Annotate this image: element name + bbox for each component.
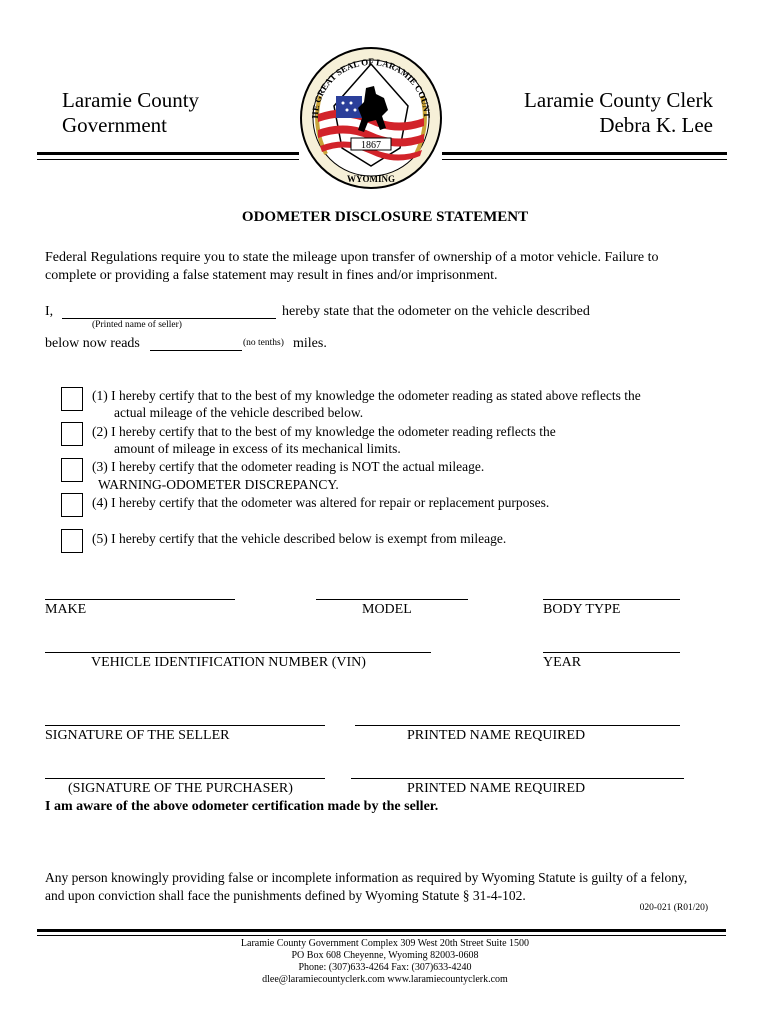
footer-line-3: Phone: (307)633-4264 Fax: (307)633-4240 [298, 962, 472, 973]
legal-warning-line-2: and upon conviction shall face the punishments defined by Wyoming Statute § 31-4-102. [45, 888, 526, 903]
seller-signature-label: SIGNATURE OF THE SELLER [45, 728, 230, 743]
certify-1-line-1: (1) I hereby certify that to the best of my knowledge the odometer reading as stated above reflects the [92, 388, 641, 403]
mileage-field[interactable] [150, 350, 242, 351]
footer-address [0, 938, 770, 986]
miles-label: miles. [293, 336, 327, 351]
header-rule-left [37, 152, 299, 155]
seller-name-field[interactable] [62, 318, 276, 319]
body-type-field[interactable] [543, 599, 680, 600]
county-name: Laramie County [62, 88, 200, 112]
county-seal [296, 36, 446, 196]
footer-rule-thin [37, 935, 726, 936]
intro-paragraph [45, 249, 745, 285]
footer-line-1: Laramie County Government Complex 309 West 20th Street Suite 1500 [240, 938, 530, 949]
page-title: ODOMETER DISCLOSURE STATEMENT [241, 209, 529, 225]
seal-ring-text: HE GREAT SEAL OF LARAMIE COUNT [309, 56, 433, 119]
certify-5-checkbox[interactable] [61, 529, 83, 553]
clerk-name: Debra K. Lee [599, 113, 713, 137]
footer-rule [37, 929, 726, 932]
certify-5-line-1: (5) I hereby certify that the vehicle described below is exempt from mileage. [92, 531, 507, 546]
statement-suffix: hereby state that the odometer on the vehicle described [282, 304, 590, 319]
seal-year: 1867 [361, 140, 381, 151]
header-rule-left-thin [37, 159, 299, 160]
certify-2-line-2: amount of mileage in excess of its mechanical limits. [114, 441, 401, 456]
header-rule-right-thin [442, 159, 727, 160]
header-rule-right [442, 152, 727, 155]
intro-line-2: complete or providing a false statement may result in fines and/or imprisonment. [45, 268, 498, 283]
year-field[interactable] [543, 652, 680, 653]
intro-line-1: Federal Regulations require you to state the mileage upon transfer of ownership of a motor vehicle. Failure to [45, 250, 659, 265]
purchaser-printed-name-label: PRINTED NAME REQUIRED [407, 781, 586, 796]
seal-state: WYOMING [347, 174, 395, 184]
purchaser-signature-field[interactable] [45, 778, 325, 779]
make-field[interactable] [45, 599, 235, 600]
footer-line-4: dlee@laramiecountyclerk.com www.laramiecountyclerk.com [262, 974, 508, 985]
purchaser-signature-label: (SIGNATURE OF THE PURCHASER) [68, 781, 293, 796]
certify-3-line-1: (3) I hereby certify that the odometer reading is NOT the actual mileage. [92, 459, 485, 474]
footer-line-2: PO Box 608 Cheyenne, Wyoming 82003-0608 [291, 950, 479, 961]
header-left [62, 88, 199, 138]
certify-1-line-2: actual mileage of the vehicle described below. [114, 405, 364, 420]
make-label: MAKE [45, 602, 87, 617]
statement-prefix: I, [45, 304, 54, 319]
form-number: 020-021 (R01/20) [639, 903, 708, 913]
awareness-statement: I am aware of the above odometer certification made by the seller. [45, 799, 439, 814]
certify-4-checkbox[interactable] [61, 493, 83, 517]
legal-warning-line-1: Any person knowingly providing false or incomplete information as required by Wyoming Statute is guilty of a felony, [45, 870, 688, 885]
certify-4-line-1: (4) I hereby certify that the odometer was altered for repair or replacement purposes. [92, 495, 550, 510]
header-right [524, 88, 713, 138]
model-label: MODEL [362, 602, 412, 617]
year-label: YEAR [543, 655, 582, 670]
certify-2-checkbox[interactable] [61, 422, 83, 446]
certify-3-checkbox[interactable] [61, 458, 83, 482]
seller-printed-name-label: PRINTED NAME REQUIRED [407, 728, 586, 743]
vin-label: VEHICLE IDENTIFICATION NUMBER (VIN) [91, 655, 366, 670]
seller-printed-name-field[interactable] [355, 725, 680, 726]
reads-prefix: below now reads [45, 336, 140, 351]
certify-3-line-2: WARNING-ODOMETER DISCREPANCY. [98, 477, 339, 492]
model-field[interactable] [316, 599, 468, 600]
body-type-label: BODY TYPE [543, 602, 621, 617]
seller-signature-field[interactable] [45, 725, 325, 726]
government-label: Government [62, 113, 167, 137]
legal-warning [45, 869, 745, 905]
certify-2-line-1: (2) I hereby certify that to the best of my knowledge the odometer reading reflects the [92, 424, 556, 439]
no-tenths-note: (no tenths) [243, 338, 284, 348]
vin-field[interactable] [45, 652, 431, 653]
seller-name-caption: (Printed name of seller) [92, 320, 182, 330]
purchaser-printed-name-field[interactable] [351, 778, 684, 779]
seal-icon [296, 36, 446, 196]
certify-1-checkbox[interactable] [61, 387, 83, 411]
clerk-title: Laramie County Clerk [524, 88, 713, 112]
